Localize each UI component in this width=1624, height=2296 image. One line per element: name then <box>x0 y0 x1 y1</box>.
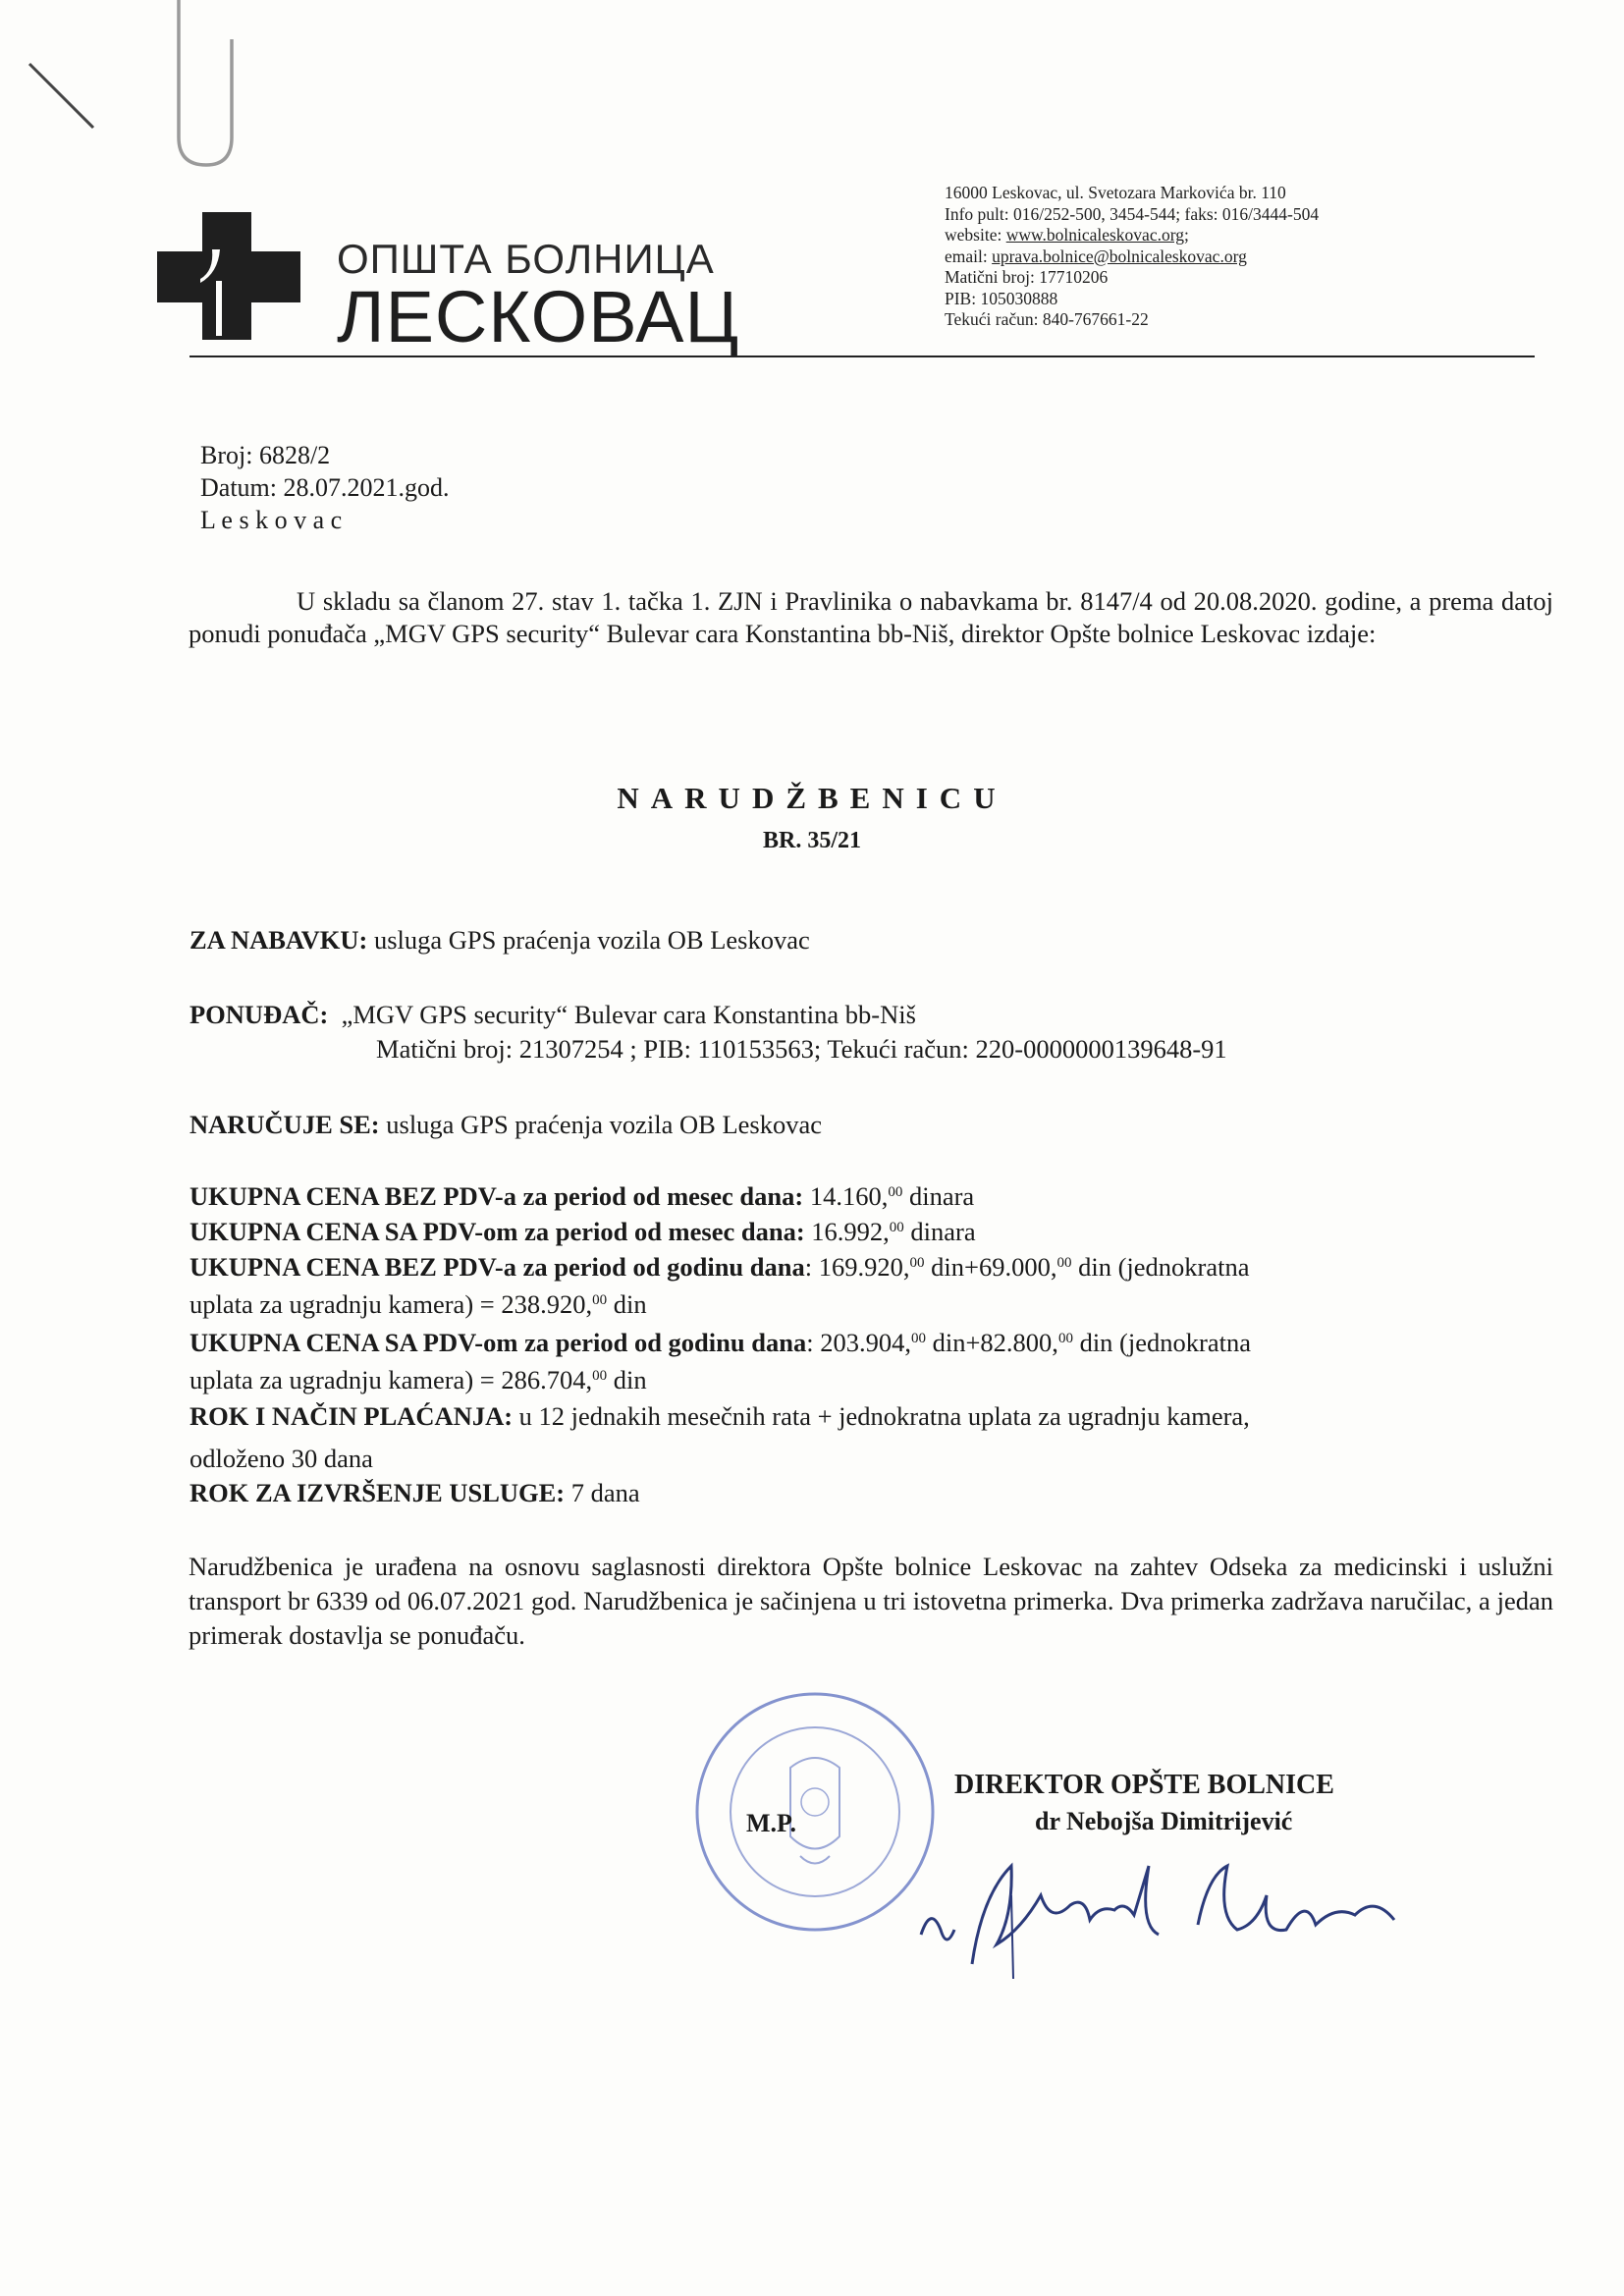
price-1-unit: dinara <box>902 1181 975 1211</box>
closing-paragraph: Narudžbenica je urađena na osnovu saglasnosti direktora Opšte bolnice Leskovac na zahtev Odseka za medicinski i uslužni transport br 6339 od 06.07.2021 god. Narudžbenica je sačinjena u tri istovetna primerka. Dva primerka zadržava naručilac, a jedan primerak dostavlja se ponuđaču. <box>189 1552 1553 1650</box>
org-name-line1: ОПШТА БОЛНИЦА <box>337 236 715 282</box>
address: 16000 Leskovac, ul. Svetozara Markovića br. 110 <box>945 183 1286 202</box>
intro-text: U skladu sa članom 27. stav 1. tačka 1. ZJN i Pravlinika o nabavkama br. 8147/4 od 20.08.2020. godine, a prema datoj ponudi ponuđača „MGV GPS security“ Bulevar cara Konstantina bb-Niš, direktor Opšte bolnice Leskovac izdaje: <box>189 586 1553 648</box>
mp-label: M.P. <box>746 1809 797 1837</box>
price-4-line2-end: din <box>607 1365 647 1394</box>
za-nabavku-label: ZA NABAVKU: <box>189 925 368 955</box>
rok-placanja-line2: odloženo 30 dana <box>189 1444 373 1473</box>
narucuje <box>189 1110 822 1140</box>
rok-izvrsenja-label: ROK ZA IZVRŠENJE USLUGE: <box>189 1478 566 1507</box>
price-2 <box>189 1217 976 1247</box>
header-contact-info <box>945 183 1319 331</box>
price-1 <box>189 1181 974 1212</box>
ponudjac-details: Matični broj: 21307254 ; PIB: 110153563; Tekući račun: 220-0000000139648-91 <box>376 1034 1227 1064</box>
price-2-value: 16.992, <box>804 1217 890 1246</box>
pib: PIB: 105030888 <box>945 288 1058 308</box>
handwritten-signature <box>903 1836 1434 1984</box>
price-4-a-sup: 00 <box>911 1331 926 1346</box>
org-name-line2: ЛЕСКОВАЦ <box>337 276 740 357</box>
info-phone: Info pult: 016/252-500, 3454-544; faks: 016/3444-504 <box>945 203 1320 224</box>
rok-placanja <box>189 1401 1250 1432</box>
price-3-c: din (jednokratna <box>1071 1252 1250 1282</box>
email-label: email: <box>945 246 988 266</box>
price-1-value: 14.160, <box>803 1181 889 1211</box>
rok-izvrsenja-value: 7 dana <box>565 1478 640 1507</box>
price-3-b-sup: 00 <box>1056 1255 1072 1271</box>
price-4-line2-sup: 00 <box>592 1368 608 1384</box>
ponudjac <box>189 1000 916 1030</box>
price-3-a: : 169.920, <box>804 1252 910 1282</box>
price-3-line2-sup: 00 <box>592 1292 608 1308</box>
price-4-a: : 203.904, <box>806 1328 911 1357</box>
email-link[interactable]: uprava.bolnice@bolnicaleskovac.org <box>992 246 1247 266</box>
rok-placanja-value: u 12 jednakih mesečnih rata + jednokratna uplata za ugradnju kamera, <box>513 1401 1250 1431</box>
email-line <box>945 246 1319 268</box>
official-stamp <box>692 1689 938 1935</box>
rok-placanja-label: ROK I NAČIN PLAĆANJA: <box>189 1401 514 1431</box>
mesto: L e s k o v a c <box>200 506 343 534</box>
price-4-b: din+82.800, <box>926 1328 1058 1357</box>
website-suffix: ; <box>1183 225 1189 245</box>
za-nabavku <box>189 925 810 956</box>
signature-name: dr Nebojša Dimitrijević <box>1035 1807 1293 1835</box>
price-4-b-sup: 00 <box>1057 1331 1073 1346</box>
price-3-label: UKUPNA CENA BEZ PDV-a za period od godinu dana <box>189 1252 805 1282</box>
price-2-label: UKUPNA CENA SA PDV-om za period od mesec dana: <box>189 1217 805 1246</box>
ponudjac-value: „MGV GPS security“ Bulevar cara Konstantina bb-Niš <box>341 1000 916 1029</box>
price-3-line2-text: uplata za ugradnju kamera) = 238.920, <box>189 1289 593 1319</box>
document-meta <box>200 439 450 536</box>
price-3 <box>189 1252 1250 1283</box>
price-4-c: din (jednokratna <box>1072 1328 1251 1357</box>
price-3-line2-end: din <box>607 1289 647 1319</box>
za-nabavku-value: usluga GPS praćenja vozila OB Leskovac <box>367 925 810 955</box>
price-4-line2-text: uplata za ugradnju kamera) = 286.704, <box>189 1365 593 1394</box>
paper-clip <box>167 0 245 172</box>
price-2-unit: dinara <box>903 1217 976 1246</box>
price-2-sup: 00 <box>889 1220 904 1235</box>
broj: Broj: 6828/2 <box>200 441 331 469</box>
maticni-broj: Matični broj: 17710206 <box>945 267 1109 287</box>
signature-title: DIREKTOR OPŠTE BOLNICE <box>954 1770 1334 1800</box>
price-3-a-sup: 00 <box>909 1255 925 1271</box>
price-3-b: din+69.000, <box>924 1252 1057 1282</box>
document-number: BR. 35/21 <box>762 828 861 853</box>
website-line <box>945 225 1319 246</box>
narucuje-value: usluga GPS praćenja vozila OB Leskovac <box>379 1110 823 1139</box>
price-3-line2 <box>189 1289 647 1320</box>
ponudjac-label: PONUĐAČ: <box>189 1000 329 1029</box>
header-divider <box>189 355 1535 357</box>
hospital-cross-logo <box>155 210 302 348</box>
price-1-sup: 00 <box>888 1184 903 1200</box>
rok-izvrsenja <box>189 1478 640 1508</box>
website-label: website: <box>945 225 1002 245</box>
price-4-label: UKUPNA CENA SA PDV-om za period od godinu dana <box>189 1328 807 1357</box>
price-4 <box>189 1328 1251 1358</box>
pen-mark <box>25 59 103 137</box>
price-4-line2 <box>189 1365 647 1395</box>
website-link[interactable]: www.bolnicaleskovac.org <box>1005 225 1184 245</box>
price-1-label: UKUPNA CENA BEZ PDV-a za period od mesec dana: <box>189 1181 804 1211</box>
intro-paragraph <box>189 585 1553 650</box>
datum: Datum: 28.07.2021.god. <box>200 473 450 502</box>
title-text: NARUDŽBENICU <box>617 781 1007 815</box>
document-title <box>0 781 1624 816</box>
narucuje-label: NARUČUJE SE: <box>189 1110 380 1139</box>
tekuci-racun: Tekući račun: 840-767661-22 <box>945 309 1149 329</box>
